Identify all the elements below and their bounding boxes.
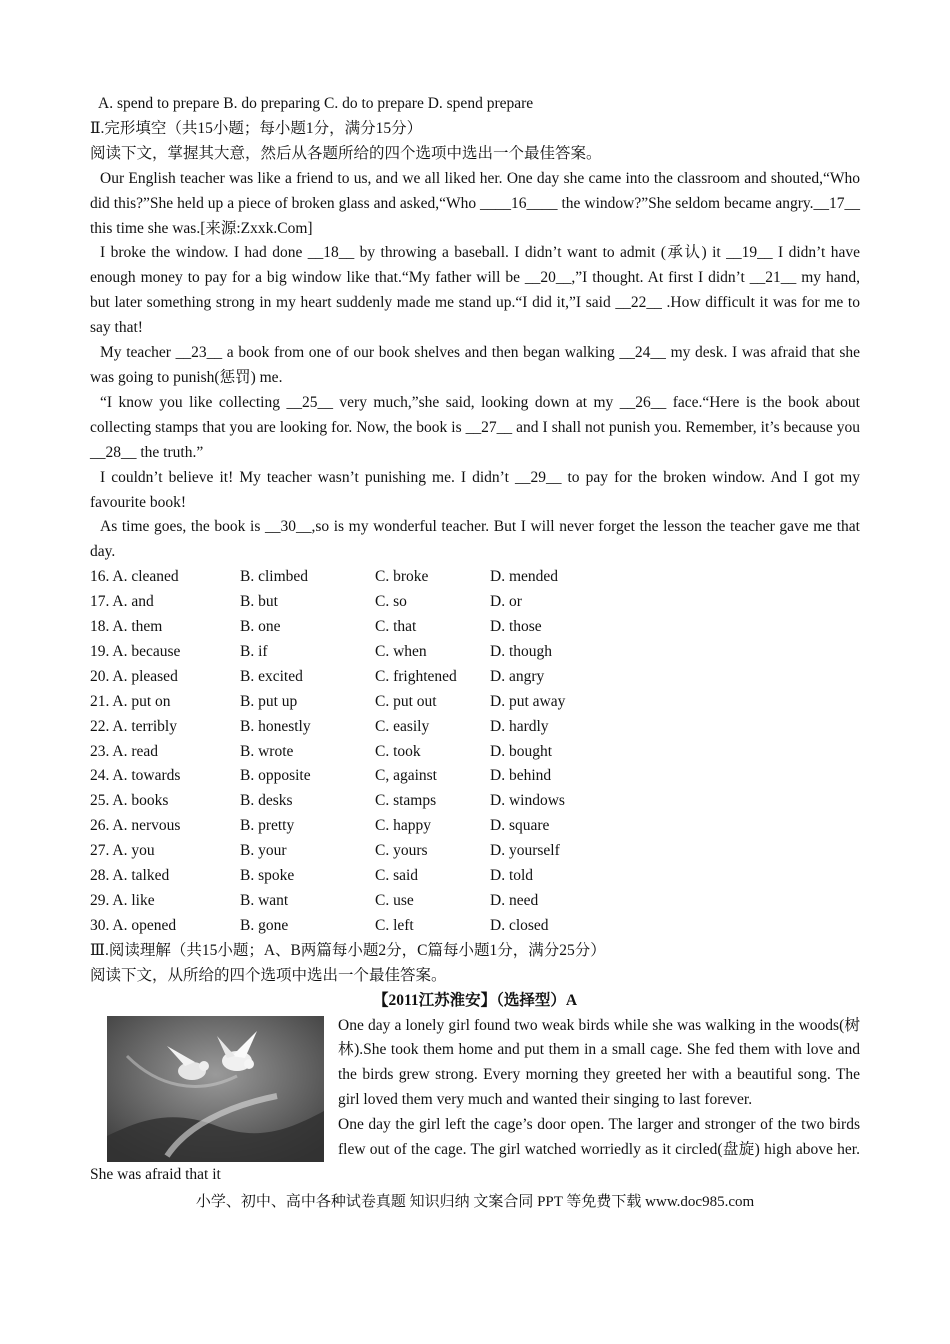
option-c: C. said <box>375 867 419 885</box>
section2-title: Ⅱ.完形填空（共15小题；每小题1分，满分15分） <box>90 119 423 137</box>
option-d: D. or <box>490 593 522 611</box>
option-a: 25. A. books <box>90 792 169 810</box>
question-row <box>90 640 860 665</box>
cloze-paragraph-4: “I know you like collecting __25__ very much,”she said, looking down at my __26__ face.“Here is the book about collecting stamps that you are looking for. Now, the book is __27__ and I shall not punish you. Remember, it’s because you __28__ the truth.” <box>90 393 860 461</box>
option-d: D. told <box>490 867 534 885</box>
option-d: D. windows <box>490 792 565 810</box>
question-row <box>90 565 860 590</box>
question-row <box>90 665 860 690</box>
option-c: C. yours <box>375 842 428 860</box>
question-row <box>90 715 860 740</box>
option-a: 21. A. put on <box>90 692 171 710</box>
section3-instruction: 阅读下文，从所给的四个选项中选出一个最佳答案。 <box>90 966 447 984</box>
option-b: B. desks <box>240 792 293 810</box>
q15-options: A. spend to prepare B. do preparing C. do to prepare D. spend prepare <box>98 95 534 112</box>
section3-title: Ⅲ.阅读理解（共15小题；A、B两篇每小题2分，C篇每小题1分，满分25分） <box>90 941 606 959</box>
cloze-paragraph-1: Our English teacher was like a friend to us, and we all liked her. One day she came into the classroom and shouted,“Who did this?”She held up a piece of broken glass and asked,“Who ____16____ the window?”She seldom became angry.__17__ this time she was.[来源:Zxxk.Com] <box>90 169 860 237</box>
option-b: B. one <box>240 618 281 636</box>
question-row <box>90 864 860 889</box>
question-row <box>90 740 860 765</box>
option-d: D. behind <box>490 767 552 785</box>
question-row <box>90 789 860 814</box>
option-b: B. spoke <box>240 867 295 885</box>
page-footer: 小学、初中、高中各种试卷真题 知识归纳 文案合同 PPT 等免费下载 www.doc985.com <box>195 1194 755 1210</box>
option-c: C. put out <box>375 692 437 710</box>
option-b: B. but <box>240 593 278 611</box>
option-b: B. your <box>240 842 287 860</box>
cloze-paragraph-6: As time goes, the book is __30__,so is my wonderful teacher. But I will never forget the lesson the teacher gave me that day. <box>90 518 860 561</box>
option-b: B. climbed <box>240 568 309 586</box>
passage-paragraph-1: One day a lonely girl found two weak birds while she was walking in the woods(树林).She took them home and put them in a small cage. She fed them with love and the birds grew strong. Every morning they greeted her with a beautiful song. The girl loved them very much and wanted their singing to last forever. <box>338 1016 860 1109</box>
question-row <box>90 615 860 640</box>
option-a: 26. A. nervous <box>90 817 181 835</box>
option-c: C. stamps <box>375 792 437 810</box>
option-b: B. put up <box>240 692 298 710</box>
option-a: 30. A. opened <box>90 916 177 934</box>
option-c: C. when <box>375 642 427 660</box>
passage-paragraph-2: One day the girl left the cage’s door open. The larger and stronger of the two birds flew out of the cage. The girl watched worriedly as it circled(盘旋) high above her. She was afraid that it <box>90 1116 860 1183</box>
question-row <box>90 590 860 615</box>
birds-illustration <box>107 1016 324 1162</box>
option-a: 16. A. cleaned <box>90 568 179 586</box>
option-c: C. left <box>375 916 414 934</box>
option-a: 18. A. them <box>90 618 163 636</box>
option-c: C. easily <box>375 717 430 735</box>
birds-picture <box>107 1016 324 1162</box>
option-d: D. yourself <box>490 842 560 860</box>
option-d: D. those <box>490 618 542 636</box>
question-row <box>90 914 860 939</box>
cloze-paragraph-3: My teacher __23__ a book from one of our book shelves and then began walking __24__ my desk. I was afraid that she was going to punish(惩罚) me. <box>90 344 860 386</box>
option-c: C, against <box>375 767 437 785</box>
option-a: 28. A. talked <box>90 867 170 885</box>
option-b: B. gone <box>240 916 289 934</box>
section2-instruction: 阅读下文，掌握其大意，然后从各题所给的四个选项中选出一个最佳答案。 <box>90 144 602 162</box>
option-b: B. if <box>240 642 268 660</box>
option-c: C. so <box>375 593 407 611</box>
option-a: 20. A. pleased <box>90 667 178 685</box>
passage-heading: 【2011江苏淮安】（选择型）A <box>372 991 578 1009</box>
option-c: C. use <box>375 892 414 909</box>
cloze-passage <box>90 167 860 566</box>
option-a: 23. A. read <box>90 742 159 760</box>
option-a: 24. A. towards <box>90 767 181 785</box>
option-d: D. put away <box>490 692 566 710</box>
cloze-paragraph-2: I broke the window. I had done __18__ by throwing a baseball. I didn’t want to admit (承认) it __19__ I didn’t have enough money to pay for a big window like that.“My father will be __20__,”I thought. At first I didn’t __21__ my hand, but later something strong in my heart suddenly made me stand up.“I did it,”I said __22__ .How difficult it was for me to say that! <box>90 244 860 337</box>
option-b: B. honestly <box>240 717 311 735</box>
option-d: D. mended <box>490 568 559 586</box>
option-d: D. square <box>490 817 550 835</box>
question-row <box>90 764 860 789</box>
option-b: B. wrote <box>240 742 294 760</box>
option-d: D. angry <box>490 667 545 685</box>
option-d: D. bought <box>490 742 552 760</box>
option-b: B. opposite <box>240 767 311 785</box>
option-c: C. happy <box>375 817 431 835</box>
option-c: C. frightened <box>375 667 457 685</box>
option-a: 19. A. because <box>90 642 181 660</box>
question-row <box>90 889 860 914</box>
cloze-paragraph-5: I couldn’t believe it! My teacher wasn’t punishing me. I didn’t __29__ to pay for the broken window. And I got my favourite book! <box>90 468 860 511</box>
option-b: B. want <box>240 892 289 909</box>
option-c: C. that <box>375 618 417 636</box>
option-d: D. closed <box>490 916 549 934</box>
question-row <box>90 839 860 864</box>
question-row <box>90 814 860 839</box>
option-c: C. broke <box>375 568 429 586</box>
option-b: B. excited <box>240 667 303 685</box>
reading-passage-a <box>90 1014 860 1188</box>
cloze-questions <box>90 565 860 939</box>
option-a: 17. A. and <box>90 593 154 611</box>
question-row <box>90 690 860 715</box>
option-a: 27. A. you <box>90 842 155 860</box>
option-a: 29. A. like <box>90 892 155 909</box>
option-c: C. took <box>375 742 421 760</box>
option-d: D. though <box>490 642 552 660</box>
option-a: 22. A. terribly <box>90 717 177 735</box>
option-d: D. need <box>490 892 539 909</box>
exam-page <box>90 92 860 1188</box>
option-b: B. pretty <box>240 817 295 835</box>
option-d: D. hardly <box>490 717 549 735</box>
